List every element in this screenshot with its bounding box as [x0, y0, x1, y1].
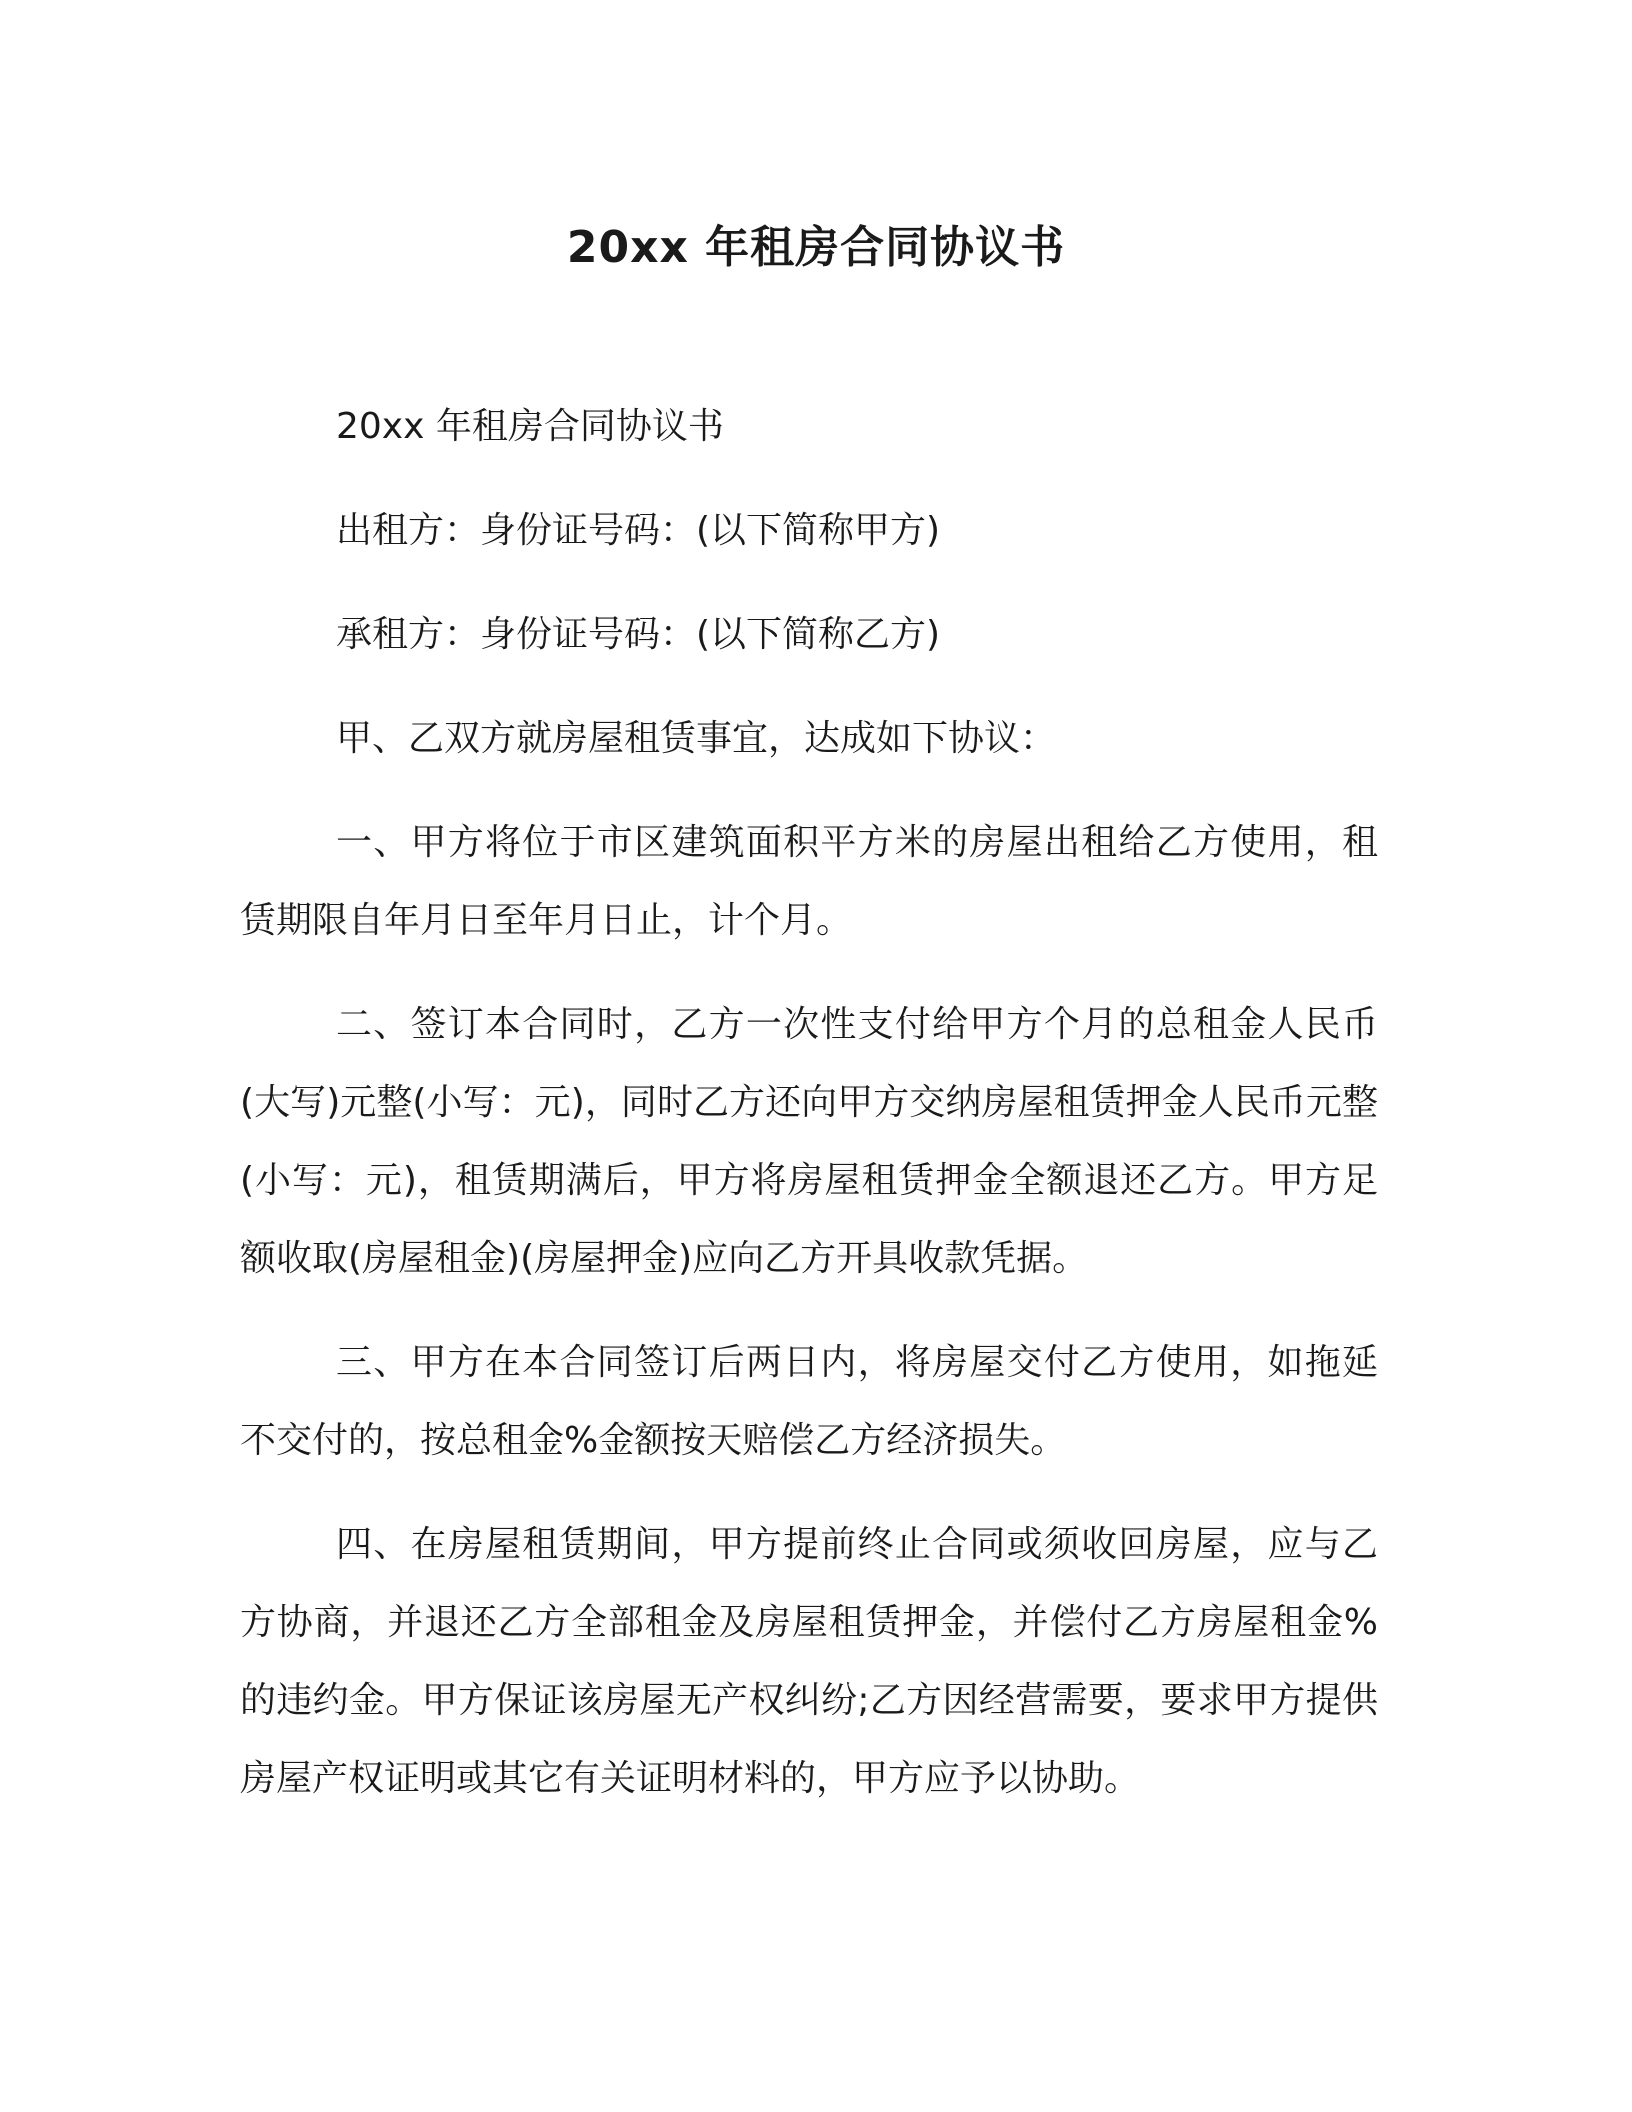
paragraph-clause-4: 四、在房屋租赁期间，甲方提前终止合同或须收回房屋，应与乙方协商，并退还乙方全部租金及房屋租赁押金，并偿付乙方房屋租金%的违约金。甲方保证该房屋无产权纠纷;乙方因经营需要，要求甲方提供房屋产权证明或其它有关证明材料的，甲方应予以协助。 — [240, 1524, 1378, 1799]
paragraph-lessor: 出租方：身份证号码：(以下简称甲方) — [336, 510, 941, 551]
document-title: 20xx 年租房合同协议书 — [566, 222, 1066, 273]
document-body — [240, 388, 1378, 1844]
paragraph-lessee: 承租方：身份证号码：(以下简称乙方) — [336, 614, 941, 655]
paragraph-clause-2: 二、签订本合同时，乙方一次性支付给甲方个月的总租金人民币(大写)元整(小写：元)，同时乙方还向甲方交纳房屋租赁押金人民币元整(小写：元)，租赁期满后，甲方将房屋租赁押金全额退还乙方。甲方足额收取(房屋租金)(房屋押金)应向乙方开具收款凭据。 — [240, 1004, 1378, 1279]
paragraph-clause-1: 一、甲方将位于市区建筑面积平方米的房屋出租给乙方使用，租赁期限自年月日至年月日止，计个月。 — [240, 822, 1378, 941]
paragraph-heading: 20xx 年租房合同协议书 — [336, 406, 724, 447]
paragraph-agreement-intro: 甲、乙双方就房屋租赁事宜，达成如下协议： — [336, 718, 1057, 759]
paragraph-clause-3: 三、甲方在本合同签订后两日内，将房屋交付乙方使用，如拖延不交付的，按总租金%金额按天赔偿乙方经济损失。 — [240, 1342, 1378, 1461]
